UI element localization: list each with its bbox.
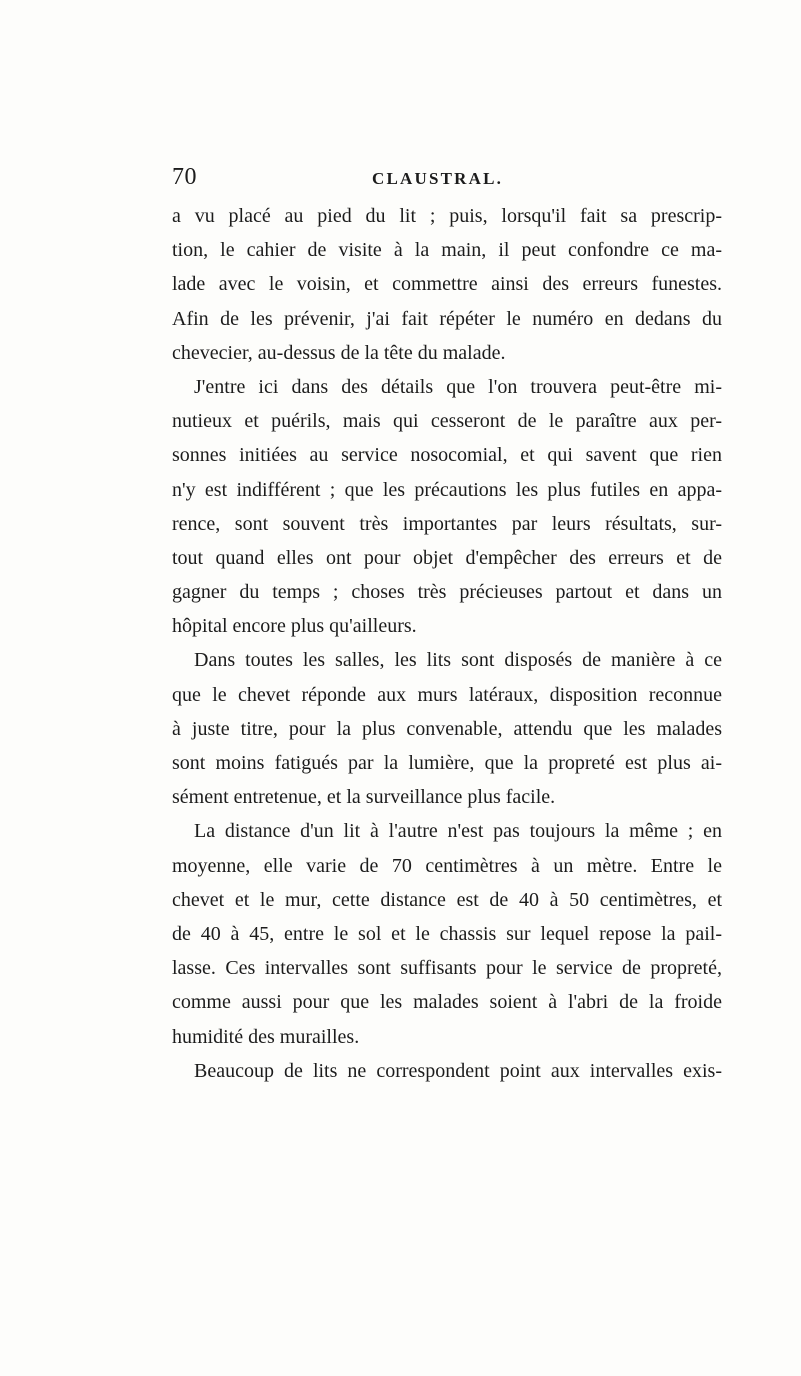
text-line: chevet et le mur, cette distance est de 40 à 50 centimètres, et: [172, 888, 722, 911]
text-line: Afin de les prévenir, j'ai fait répéter le numéro en dedans du: [172, 307, 722, 330]
text-line: tout quand elles ont pour objet d'empêcher des erreurs et de: [172, 546, 722, 569]
page-number: 70: [172, 164, 197, 190]
running-head: [172, 160, 722, 194]
text-line: comme aussi pour que les malades soient à l'abri de la froide: [172, 991, 722, 1014]
text-line: que le chevet réponde aux murs latéraux, disposition reconnue: [172, 683, 722, 706]
running-title: CLAUSTRAL.: [372, 169, 504, 188]
text-line: sonnes initiées au service nosocomial, et qui savent que rien: [172, 444, 722, 467]
text-line: chevecier, au-dessus de la tête du malade.: [172, 341, 506, 364]
paragraph-start-line: J'entre ici dans des détails que l'on trouvera peut-être mi-: [194, 375, 722, 398]
text-line: n'y est indifférent ; que les précautions les plus futiles en appa-: [172, 478, 722, 501]
text-line: moyenne, elle varie de 70 centimètres à un mètre. Entre le: [172, 854, 722, 877]
text-line: rence, sont souvent très importantes par leurs résultats, sur-: [172, 512, 722, 535]
body-text: [172, 199, 722, 1088]
text-line: nutieux et puérils, mais qui cesseront de le paraître aux per-: [172, 410, 722, 433]
paragraph-start-line: La distance d'un lit à l'autre n'est pas toujours la même ; en: [194, 820, 722, 843]
text-line: tion, le cahier de visite à la main, il peut confondre ce ma-: [172, 239, 722, 262]
paragraph-start-line: Beaucoup de lits ne correspondent point aux intervalles exis-: [194, 1059, 722, 1082]
text-line: à juste titre, pour la plus convenable, attendu que les malades: [172, 717, 722, 740]
text-line: sément entretenue, et la surveillance plus facile.: [172, 786, 556, 809]
text-line: a vu placé au pied du lit ; puis, lorsqu'il fait sa prescrip-: [172, 205, 722, 227]
text-line: gagner du temps ; choses très précieuses partout et dans un: [172, 581, 722, 604]
paragraph-start-line: Dans toutes les salles, les lits sont disposés de manière à ce: [194, 649, 722, 672]
text-line: de 40 à 45, entre le sol et le chassis sur lequel repose la pail-: [172, 922, 722, 945]
text-line: lade avec le voisin, et commettre ainsi des erreurs funestes.: [172, 273, 722, 296]
text-line: humidité des murailles.: [172, 1025, 360, 1048]
text-line: hôpital encore plus qu'ailleurs.: [172, 615, 417, 638]
text-line: sont moins fatigués par la lumière, que la propreté est plus ai-: [172, 752, 722, 774]
text-line: lasse. Ces intervalles sont suffisants pour le service de propreté,: [172, 957, 722, 980]
